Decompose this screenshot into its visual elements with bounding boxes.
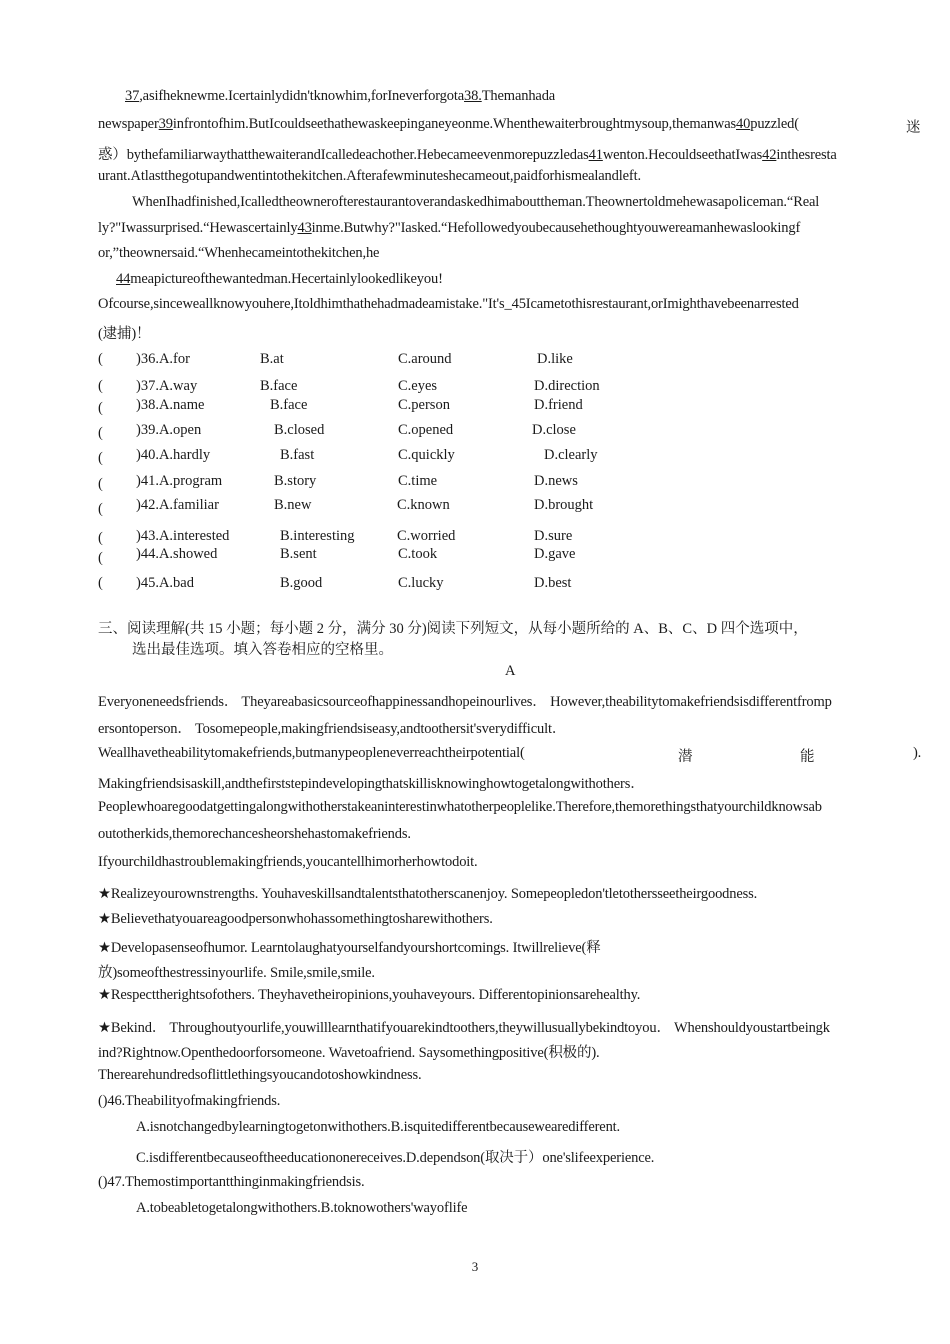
page-number: 3: [471, 1259, 479, 1274]
text: 潜: [678, 749, 693, 765]
answer-paren[interactable]: (: [98, 575, 103, 591]
option-c: C.person: [398, 397, 450, 413]
option-d: D.best: [534, 575, 572, 591]
cloze-line-5: WhenIhadfinished,Icalledtheownerofterestaurantoverandaskedhimabouttheman.Theownertoldmehewasapoliceman.“Real: [132, 194, 820, 210]
option-c: C.took: [398, 546, 438, 562]
option-d: D.friend: [534, 397, 583, 413]
cloze-line-8: [116, 271, 944, 288]
passage-label: A: [505, 663, 516, 679]
answer-paren[interactable]: (: [98, 400, 103, 416]
blank-41: 41: [588, 147, 603, 163]
option-b: B.face: [260, 378, 298, 394]
option-d: D.close: [532, 422, 576, 438]
text: wenton.HecouldseethatIwas: [602, 147, 763, 163]
text: infrontofhim.ButIcouldseethathewaskeepinganeyeonme.Whenthewaiterbroughtmysoup,themanwas: [172, 116, 737, 132]
cloze-line-2: [98, 116, 926, 136]
text: ,asifheknewme.Icertainlydidn'tknowhim,forIneverforgota: [139, 88, 465, 104]
answer-paren[interactable]: (: [98, 351, 103, 367]
text: Themanhada: [481, 88, 556, 104]
text: Weallhavetheabilitytomakefriends,butmanypeopleneverreachtheirpotential(: [98, 745, 525, 761]
option-b: B.sent: [280, 546, 317, 562]
answer-paren[interactable]: (: [98, 501, 103, 517]
option-a: )41.A.program: [136, 473, 223, 489]
cloze-line-4: urant.Atlastthegotupandwentintothekitchen.Afterafewminuteshecameout,paidforhismealandleft.: [98, 168, 641, 184]
option-d: D.brought: [534, 497, 594, 513]
answer-paren[interactable]: (: [98, 530, 103, 546]
option-c: C.around: [398, 351, 452, 367]
option-d: D.sure: [534, 528, 573, 544]
question-46-stem: ()46.Theabilityofmakingfriends.: [98, 1093, 281, 1109]
cloze-line-7: or,”theownersaid.“Whenhecameintothekitchen,he: [98, 245, 380, 261]
option-a: )40.A.hardly: [136, 447, 211, 463]
blank-42: 42: [762, 147, 777, 163]
answer-paren[interactable]: (: [98, 476, 103, 492]
tip-bullet: ★Realizeyourownstrengths. Youhaveskillsandtalentsthatotherscanenjoy. Somepeopledon'tletothersseetheirgoodness.: [98, 886, 758, 902]
tip-bullet: ★Bekind． Throughoutyourlife,youwilllearnthatifyouarekindtoothers,theywillusuallybekindtoyou． Whenshouldyoustartbeingk: [98, 1020, 830, 1036]
blank-39: 39: [158, 116, 173, 132]
option-b: B.closed: [274, 422, 325, 438]
option-a: )39.A.open: [136, 422, 202, 438]
question-47-options-ab: A.tobeabletogetalongwithothers.B.toknowothers'wayoflife: [136, 1200, 468, 1216]
option-c: C.quickly: [398, 447, 455, 463]
option-b: B.at: [260, 351, 284, 367]
option-c: C.lucky: [398, 575, 444, 591]
tip-bullet-cont: Therearehundredsoflittlethingsyoucandotoshowkindness.: [98, 1067, 422, 1083]
passage-line: ersontoperson． Tosomepeople,makingfriendsiseasy,andtoothersit'sverydifficult．: [98, 721, 567, 737]
option-d: D.news: [534, 473, 578, 489]
section-heading-cont: 选出最佳选项。填入答卷相应的空格里。: [132, 642, 393, 658]
blank-43: 43: [297, 220, 312, 236]
section-heading: 三、阅读理解(共 15 小题；每小题 2 分，满分 30 分)阅读下列短文，从每小题所给的 A、B、C、D 四个选项中，: [98, 621, 808, 637]
option-a: )45.A.bad: [136, 575, 194, 591]
text: ly?"Iwassurprised.“Hewascertainly: [98, 220, 298, 236]
text: puzzled(: [750, 116, 799, 132]
cloze-line-10: (逮捕)！: [98, 326, 151, 342]
question-46-options-ab: A.isnotchangedbylearningtogetonwithothers.B.isquitedifferentbecausewearedifferent.: [136, 1119, 621, 1135]
text: ).: [913, 745, 922, 761]
option-d: D.direction: [534, 378, 600, 394]
passage-line: [98, 745, 926, 765]
cloze-line-3: [98, 143, 926, 164]
answer-paren[interactable]: (: [98, 450, 103, 466]
option-d: D.like: [537, 351, 573, 367]
option-b: B.face: [270, 397, 308, 413]
tip-bullet-cont: ind?Rightnow.Openthedoorforsomeone. Wavetoafriend. Saysomethingpositive(积极的).: [98, 1045, 600, 1061]
text: 能: [800, 749, 815, 765]
text: meapictureofthewantedman.Hecertainlylookedlikeyou!: [130, 271, 443, 287]
cloze-line-1: [125, 88, 950, 105]
tip-bullet: ★Believethatyouareagoodpersonwhohassomethingtosharewithothers.: [98, 911, 493, 927]
option-c: C.worried: [397, 528, 456, 544]
option-d: D.gave: [534, 546, 576, 562]
question-47-stem: ()47.Themostimportantthinginmakingfriendsis.: [98, 1174, 365, 1190]
tip-bullet: ★Respecttherightsofothers. Theyhavetheiropinions,youhaveyours. Differentopinionsarehealthy.: [98, 987, 641, 1003]
tip-bullet-cont: 放)someofthestressinyourlife. Smile,smile,smile.: [98, 965, 375, 981]
cloze-line-6: [98, 220, 926, 237]
option-a: )44.A.showed: [136, 546, 218, 562]
option-a: )36.A.for: [136, 351, 190, 367]
text: inthesresta: [776, 147, 837, 163]
blank-38: 38.: [464, 88, 482, 104]
option-a: )42.A.familiar: [136, 497, 219, 513]
passage-line: Ifyourchildhastroublemakingfriends,youcantellhimorherhowtodoit.: [98, 854, 478, 870]
answer-paren[interactable]: (: [98, 378, 103, 394]
option-d: D.clearly: [544, 447, 598, 463]
option-a: )43.A.interested: [136, 528, 230, 544]
passage-line: Everyoneneedsfriends． Theyareabasicsourceofhappinessandhopeinourlives． However,theabilitytomakefriendsisdifferentfromp: [98, 694, 832, 710]
option-b: B.interesting: [280, 528, 355, 544]
passage-line: outotherkids,themorechancesheorshehastomakefriends.: [98, 826, 411, 842]
question-46-options-cd: C.isdifferentbecauseoftheeducationonereceives.D.dependson(取决于）one'slifeexperience.: [136, 1150, 655, 1166]
tip-bullet: ★Developasenseofhumor. Learntolaughatyourselfandyourshortcomings. Itwillrelieve(释: [98, 940, 601, 956]
option-c: C.time: [398, 473, 438, 489]
passage-line: Peoplewhoaregoodatgettingalongwithotherstakeaninterestinwhatotherpeoplelike.Therefore,themorethingsthatyourchildknowsab: [98, 799, 822, 815]
option-b: B.fast: [280, 447, 315, 463]
blank-44: 44: [116, 271, 131, 287]
option-b: B.new: [274, 497, 312, 513]
text: newspaper: [98, 116, 159, 132]
option-a: )37.A.way: [136, 378, 198, 394]
answer-paren[interactable]: (: [98, 550, 103, 566]
option-c: C.known: [397, 497, 450, 513]
option-c: C.opened: [398, 422, 454, 438]
option-a: )38.A.name: [136, 397, 205, 413]
option-b: B.story: [274, 473, 317, 489]
passage-line: Makingfriendsisaskill,andthefirststepindevelopingthatskillisknowinghowtogetalongwithothers．: [98, 776, 645, 792]
blank-37: 37: [125, 88, 140, 104]
answer-paren[interactable]: (: [98, 425, 103, 441]
text: 惑）bythefamiliarwaythatthewaiterandIcalledeachother.Hebecameevenmorepuzzledas: [98, 147, 589, 163]
option-b: B.good: [280, 575, 323, 591]
text: inme.Butwhy?"Iasked.“Hefollowedyoubecausehethoughtyouwereamanhewaslookingf: [311, 220, 801, 236]
cloze-line-9: Ofcourse,sinceweallknowyouhere,Itoldhimthathehadmadeamistake."It's_45Icametothisrestaurant,orImighthavebeenarrested: [98, 296, 799, 312]
option-c: C.eyes: [398, 378, 438, 394]
blank-40: 40: [736, 116, 751, 132]
text: 迷: [906, 120, 921, 136]
